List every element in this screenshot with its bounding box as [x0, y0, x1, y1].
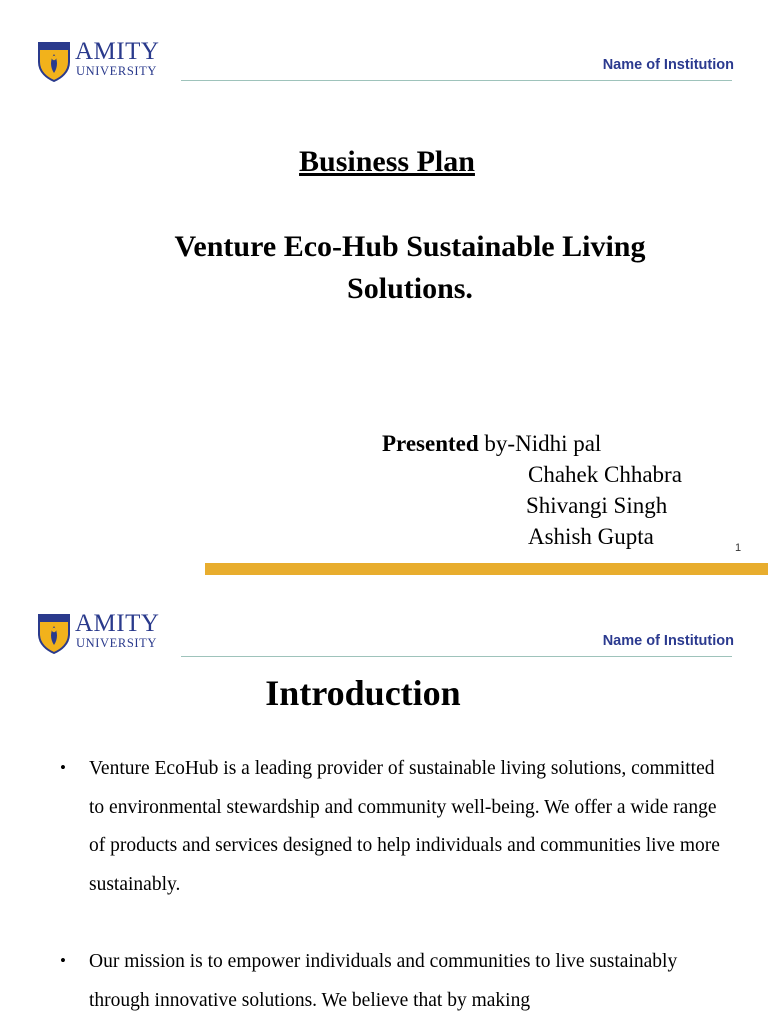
logo-subtext: UNIVERSITY — [76, 64, 157, 78]
presenters-block — [382, 428, 682, 549]
subtitle-line: Venture Eco-Hub Sustainable Living — [174, 230, 646, 263]
slide-title: Introduction — [265, 673, 461, 713]
subtitle-line: Solutions. — [347, 272, 473, 305]
presenter-list — [528, 459, 682, 552]
header-divider — [181, 80, 732, 81]
bullet-text: Our mission is to empower individuals and communities to live sustainably through innovative solutions. We believe that by making — [89, 951, 678, 1011]
presenter-name: Chahek Chhabra — [528, 462, 682, 487]
list-item — [60, 943, 728, 1020]
amity-shield-icon — [36, 40, 72, 82]
amity-shield-icon — [36, 612, 72, 654]
presented-label: Presented — [382, 431, 479, 456]
presenter-name: Ashish Gupta — [528, 524, 654, 549]
institution-name: Name of Institution — [602, 633, 734, 649]
institution-name: Name of Institution — [602, 57, 734, 73]
presenter-first: by-Nidhi pal — [478, 431, 602, 456]
bullet-marker: • — [60, 951, 66, 970]
amity-logo — [36, 612, 176, 654]
amity-logo — [36, 40, 176, 82]
presenter-name: Shivangi Singh — [526, 493, 668, 518]
list-item — [60, 750, 728, 904]
slide-title: Business Plan — [299, 145, 475, 178]
bullet-list — [60, 750, 728, 1024]
slide-2 — [0, 596, 768, 1024]
page-number: 1 — [735, 542, 742, 554]
logo-subtext: UNIVERSITY — [76, 636, 157, 650]
slide-subtitle — [130, 226, 690, 310]
logo-wordmark: AMITY — [75, 610, 160, 637]
bullet-marker: • — [60, 758, 66, 777]
bullet-text: Venture EcoHub is a leading provider of sustainable living solutions, committed to environmental stewardship and community well-being. We offer a wide range of products and services designed to help individuals and communities live more sustainably. — [89, 758, 720, 895]
footer-accent-bar — [205, 563, 768, 575]
logo-wordmark: AMITY — [75, 38, 160, 65]
header-divider — [181, 656, 732, 657]
slide-separator — [0, 578, 768, 596]
